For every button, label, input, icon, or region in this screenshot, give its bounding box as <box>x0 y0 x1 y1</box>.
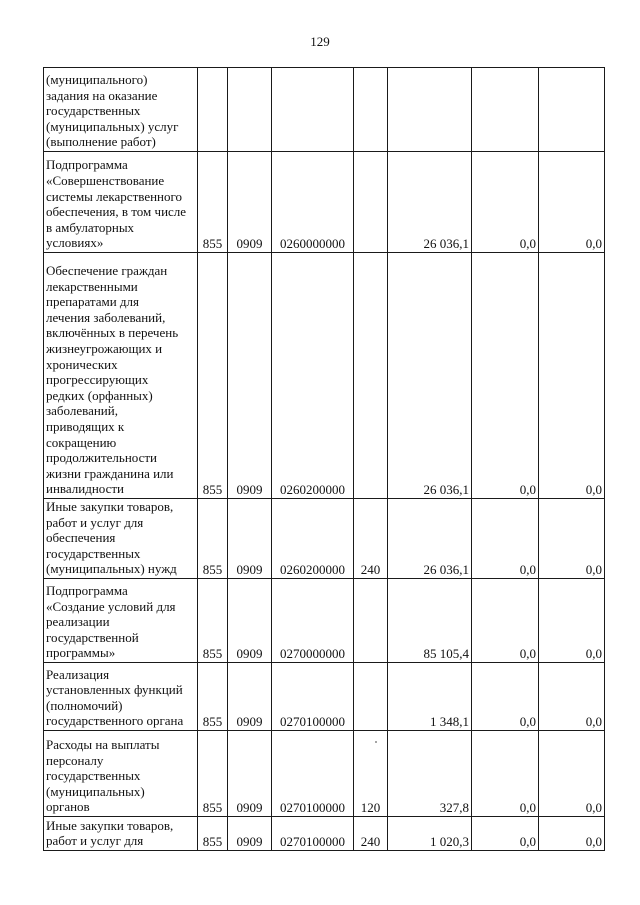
amount-second-year-cell: 0,0 <box>539 499 605 579</box>
item-name-line: Иные закупки товаров, <box>46 499 174 514</box>
expense-type-cell: 240 <box>354 816 388 850</box>
expense-type-cell: 120 <box>354 730 388 816</box>
target-code-cell: 0270000000 <box>272 578 354 662</box>
amount-next-year-cell: 0,0 <box>472 730 539 816</box>
admin-code-cell: 855 <box>198 730 228 816</box>
amount-second-year-cell: 0,0 <box>539 253 605 499</box>
item-name-line: препаратами для <box>46 294 140 310</box>
item-name-line: (муниципальных) <box>46 783 145 799</box>
expense-type-cell <box>354 578 388 662</box>
item-name-line: Подпрограмма <box>46 157 128 173</box>
item-name-line: (полномочий) <box>46 697 123 713</box>
admin-code-cell: 855 <box>198 253 228 499</box>
amount-second-year-cell: 0,0 <box>539 730 605 816</box>
item-name-line: жизнеугрожающих и <box>46 341 163 357</box>
expense-type-cell: 240 <box>354 499 388 579</box>
item-name-line: обеспечения, в том числе <box>46 204 187 220</box>
section-code-cell: 0909 <box>228 730 272 816</box>
item-name-line: Подпрограмма <box>46 583 128 598</box>
item-name-line: Реализация <box>46 666 110 682</box>
item-name-line: государственного органа <box>46 713 184 729</box>
item-name-line: (выполнение работ) <box>46 134 156 150</box>
amount-cell: 26 036,1 <box>388 253 472 499</box>
item-name-line: (муниципального) <box>46 72 148 88</box>
amount-cell <box>388 68 472 152</box>
page-number: 129 <box>310 34 330 49</box>
expense-type-cell <box>354 253 388 499</box>
expense-type-cell <box>354 68 388 152</box>
admin-code-cell: 855 <box>198 662 228 730</box>
item-name-cell <box>44 816 198 850</box>
amount-next-year-cell: 0,0 <box>472 499 539 579</box>
item-name-line: в амбулаторных <box>46 219 135 235</box>
table-row <box>44 578 605 662</box>
item-name-line: «Совершенствование <box>46 173 165 189</box>
admin-code-cell: 855 <box>198 152 228 253</box>
table-row <box>44 499 605 579</box>
item-name-line: государственных <box>46 545 141 561</box>
item-name-line: Иные закупки товаров, <box>46 817 174 833</box>
amount-cell: 1 348,1 <box>388 662 472 730</box>
amount-next-year-cell: 0,0 <box>472 578 539 662</box>
item-name-line: условиях» <box>46 235 104 251</box>
target-code-cell: 0270100000 <box>272 662 354 730</box>
item-name-cell <box>44 662 198 730</box>
amount-next-year-cell: 0,0 <box>472 253 539 499</box>
amount-next-year-cell <box>472 68 539 152</box>
item-name-cell <box>44 152 198 253</box>
amount-second-year-cell: 0,0 <box>539 152 605 253</box>
target-code-cell: 0260200000 <box>272 253 354 499</box>
section-code-cell <box>228 68 272 152</box>
item-name-line: государственных <box>46 103 141 119</box>
item-name-cell <box>44 253 198 499</box>
amount-second-year-cell: 0,0 <box>539 578 605 662</box>
target-code-cell <box>272 68 354 152</box>
section-code-cell: 0909 <box>228 662 272 730</box>
item-name-line: Расходы на выплаты <box>46 737 160 752</box>
target-code-cell: 0270100000 <box>272 730 354 816</box>
item-name-line: продолжительности <box>46 450 158 466</box>
amount-second-year-cell: 0,0 <box>539 816 605 850</box>
target-code-cell: 0260000000 <box>272 152 354 253</box>
table-body <box>44 68 605 851</box>
table-row <box>44 152 605 253</box>
item-name-cell <box>44 499 198 579</box>
amount-cell: 1 020,3 <box>388 816 472 850</box>
expense-type-cell <box>354 152 388 253</box>
table-row <box>44 253 605 499</box>
amount-cell: 26 036,1 <box>388 152 472 253</box>
admin-code-cell: 855 <box>198 499 228 579</box>
target-code-cell: 0270100000 <box>272 816 354 850</box>
amount-cell: 26 036,1 <box>388 499 472 579</box>
table-row <box>44 730 605 816</box>
amount-second-year-cell: 0,0 <box>539 662 605 730</box>
item-name-line: Обеспечение граждан <box>46 263 168 279</box>
table-row <box>44 68 605 152</box>
section-code-cell: 0909 <box>228 152 272 253</box>
item-name-line: приводящих к <box>46 419 125 435</box>
scan-speck <box>375 741 377 743</box>
amount-next-year-cell: 0,0 <box>472 152 539 253</box>
budget-table <box>43 67 605 851</box>
item-name-line: обеспечения <box>46 530 116 546</box>
amount-second-year-cell <box>539 68 605 152</box>
item-name-line: работ и услуг для <box>46 514 144 530</box>
item-name-cell <box>44 578 198 662</box>
amount-cell: 85 105,4 <box>388 578 472 662</box>
item-name-cell <box>44 730 198 816</box>
amount-next-year-cell: 0,0 <box>472 816 539 850</box>
item-name-line: сокращению <box>46 434 117 450</box>
item-name-line: лекарственными <box>46 278 138 294</box>
item-name-line: редких (орфанных) <box>46 387 153 403</box>
table-row <box>44 816 605 850</box>
admin-code-cell: 855 <box>198 578 228 662</box>
item-name-line: лечения заболеваний, <box>46 309 166 325</box>
item-name-line: прогрессирующих <box>46 372 149 388</box>
item-name-line: установленных функций <box>46 682 183 698</box>
item-name-line: «Создание условий для <box>46 598 176 614</box>
section-code-cell: 0909 <box>228 253 272 499</box>
item-name-line: заболеваний, <box>46 403 118 419</box>
admin-code-cell <box>198 68 228 152</box>
item-name-line: реализации <box>46 614 110 630</box>
item-name-line: (муниципальных) нужд <box>46 561 177 577</box>
item-name-line: (муниципальных) услуг <box>46 118 179 134</box>
section-code-cell: 0909 <box>228 816 272 850</box>
amount-next-year-cell: 0,0 <box>472 662 539 730</box>
item-name-line: персоналу <box>46 752 104 768</box>
target-code-cell: 0260200000 <box>272 499 354 579</box>
item-name-line: работ и услуг для <box>46 833 144 849</box>
item-name-line: органов <box>46 799 90 815</box>
admin-code-cell: 855 <box>198 816 228 850</box>
expense-type-cell <box>354 662 388 730</box>
item-name-line: жизни гражданина или <box>46 465 174 481</box>
item-name-line: системы лекарственного <box>46 188 183 204</box>
item-name-line: государственной <box>46 629 139 645</box>
amount-cell: 327,8 <box>388 730 472 816</box>
table-row <box>44 662 605 730</box>
item-name-line: инвалидности <box>46 481 125 497</box>
section-code-cell: 0909 <box>228 499 272 579</box>
item-name-line: задания на оказание <box>46 87 158 103</box>
item-name-line: хронических <box>46 356 118 372</box>
item-name-line: государственных <box>46 768 141 784</box>
item-name-line: включённых в перечень <box>46 325 179 341</box>
item-name-cell <box>44 68 198 152</box>
section-code-cell: 0909 <box>228 578 272 662</box>
item-name-line: программы» <box>46 645 116 661</box>
